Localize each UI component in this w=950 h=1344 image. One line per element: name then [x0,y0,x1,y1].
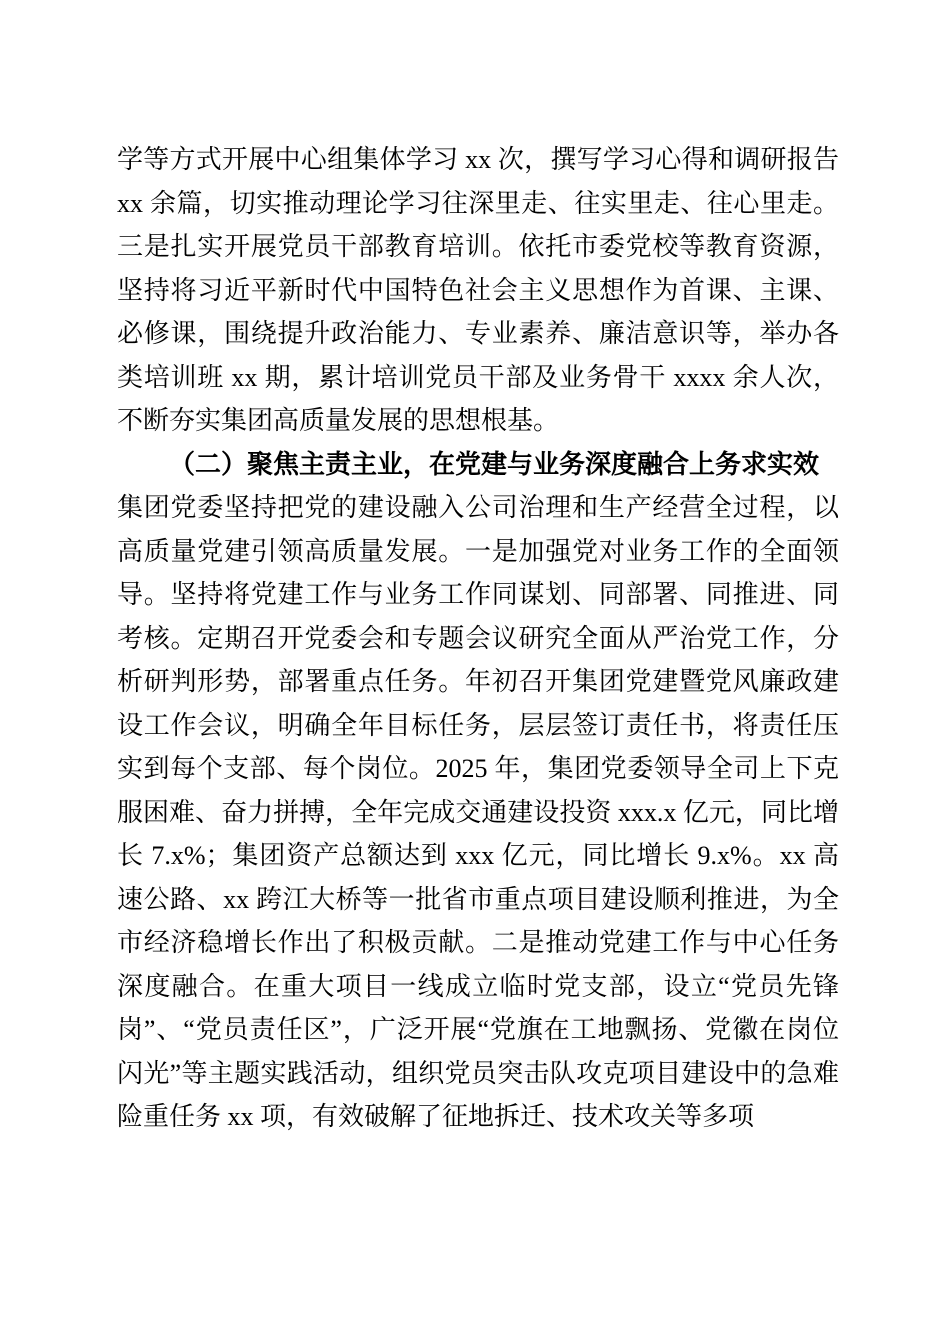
section-body-paragraph: 集团党委坚持把党的建设融入公司治理和生产经营全过程，以高质量党建引领高质量发展。一是加强党对业务工作的全面领导。坚持将党建工作与业务工作同谋划、同部署、同推进、同考核。定期召开党委会和专题会议研究全面从严治党工作，分析研判形势，部署重点任务。年初召开集团党建暨党风廉政建设工作会议，明确全年目标任务，层层签订责任书，将责任压实到每个支部、每个岗位。2025 年，集团党委领导全司上下克服困难、奋力拼搏，全年完成交通建设投资 xxx.x 亿元，同比增长 7.x%；集团资产总额达到 xxx 亿元，同比增长 9.x%。xx 高速公路、xx 跨江大桥等一批省市重点项目建设顺利推进，为全市经济稳增长作出了积极贡献。二是推动党建工作与中心任务深度融合。在重大项目一线成立临时党支部，设立“党员先锋岗”、“党员责任区”，广泛开展“党旗在工地飘扬、党徽在岗位闪光”等主题实践活动，组织党员突击队攻克项目建设中的急难险重任务 xx 项，有效破解了征地拆迁、技术攻关等多项 [117,493,839,1131]
document-text-block [117,138,839,1139]
section-heading: （二）聚焦主责主业，在党建与业务深度融合上务求实效 [169,449,820,479]
paragraph-continuation: 学等方式开展中心组集体学习 xx 次，撰写学习心得和调研报告 xx 余篇，切实推动理论学习往深里走、往实里走、往心里走。三是扎实开展党员干部教育培训。依托市委党校等教育资源，坚持将习近平新时代中国特色社会主义思想作为首课、主课、必修课，围绕提升政治能力、专业素养、廉洁意识等，举办各类培训班 xx 期，累计培训党员干部及业务骨干 xxxx 余人次，不断夯实集团高质量发展的思想根基。 [117,145,839,435]
